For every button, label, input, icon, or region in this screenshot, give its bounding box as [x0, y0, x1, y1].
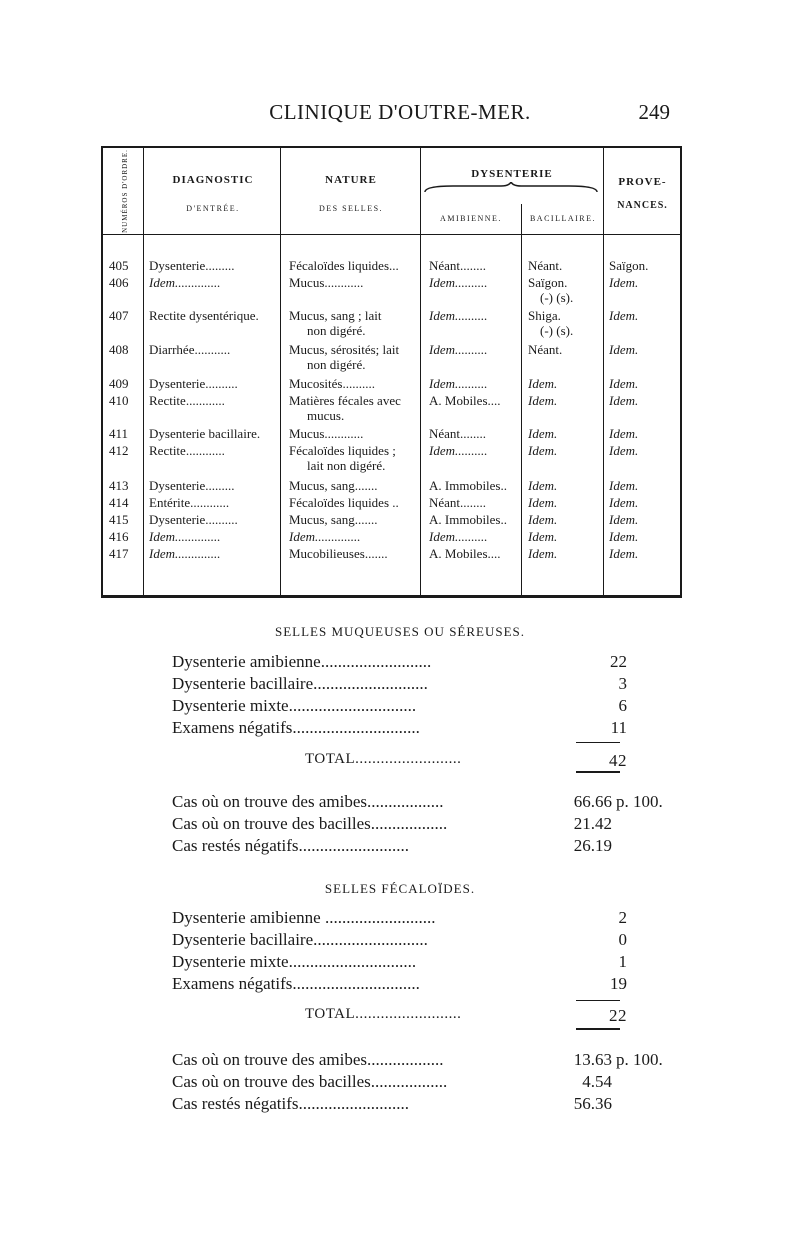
bacillaire-line: Idem. [528, 393, 558, 408]
diagnostic-cell: Idem.............. [149, 275, 221, 290]
percentage-label: Cas restés négatifs.......................... [172, 1094, 410, 1113]
percentage-line [172, 1050, 672, 1072]
bacillaire-line: (-) (s). [540, 290, 574, 305]
provenance-cell: Idem. [609, 495, 639, 510]
percentage-value: 26.19 [573, 836, 612, 855]
nature-cell [289, 495, 417, 510]
provenance-cell: Idem. [609, 426, 639, 441]
bacillaire-cell [528, 495, 604, 510]
row-number: 405 [109, 258, 129, 273]
tally-line [172, 652, 627, 674]
provenance-cell: Idem. [609, 376, 639, 391]
row-number: 415 [109, 512, 129, 527]
tally-value: 22 [610, 652, 627, 671]
amibienne-cell: Idem.......... [429, 275, 488, 290]
sum-rule [576, 742, 620, 743]
row-number: 406 [109, 275, 129, 290]
total-rule [576, 1028, 620, 1030]
tally-value: 11 [610, 718, 627, 737]
cases-table [101, 146, 682, 598]
header-nat-sub: DES SELLES. [318, 204, 384, 213]
total-label: TOTAL......................... [305, 1006, 462, 1022]
nature-line: Fécaloïdes liquides... [289, 258, 399, 273]
row-number: 409 [109, 376, 129, 391]
percentage-label: Cas restés négatifs.......................... [172, 836, 410, 855]
bacillaire-cell [528, 478, 604, 493]
diagnostic-cell: Dysenterie......... [149, 258, 235, 273]
nature-cell [289, 529, 417, 544]
nature-line: Matières fécales avec [289, 393, 401, 408]
nature-cell [289, 546, 417, 561]
tally-value: 3 [618, 674, 627, 693]
bacillaire-cell [528, 342, 604, 357]
amibienne-cell: Idem.......... [429, 308, 488, 323]
column-rule [521, 204, 522, 596]
amibienne-cell: A. Mobiles.... [429, 546, 501, 561]
header-num: NUMÉROS D'ORDRE. [121, 149, 129, 233]
column-rule [143, 148, 144, 596]
page-number: 249 [638, 100, 670, 124]
row-number: 413 [109, 478, 129, 493]
bacillaire-cell [528, 426, 604, 441]
percentage-line [172, 836, 672, 858]
nature-line: Mucobilieuses....... [289, 546, 388, 561]
tally-value: 6 [618, 696, 627, 715]
bacillaire-cell [528, 393, 604, 408]
section-title-fecaloides: SELLES FÉCALOÏDES. [324, 881, 476, 896]
amibienne-cell: Idem.......... [429, 376, 488, 391]
tally-value: 2 [618, 908, 627, 927]
header-diag-sub: D'ENTRÉE. [186, 204, 240, 213]
amibienne-cell: Néant........ [429, 495, 487, 510]
provenance-cell: Idem. [609, 308, 639, 323]
row-number: 408 [109, 342, 129, 357]
nature-line: Mucus............ [289, 275, 364, 290]
diagnostic-cell: Diarrhée........... [149, 342, 231, 357]
diagnostic-cell: Dysenterie......... [149, 478, 235, 493]
tally-label: Dysenterie mixte.............................. [172, 696, 417, 715]
nature-cell [289, 258, 417, 273]
running-title: CLINIQUE D'OUTRE-MER. [269, 100, 531, 124]
diagnostic-cell: Dysenterie bacillaire. [149, 426, 261, 441]
bacillaire-line: Saïgon. [528, 275, 568, 290]
tally-line [172, 696, 627, 718]
row-number: 417 [109, 546, 129, 561]
percentage-unit: p. 100. [616, 792, 663, 811]
percentage-label: Cas où on trouve des amibes.................. [172, 792, 444, 811]
bacillaire-line: Idem. [528, 478, 558, 493]
tally-label: Dysenterie amibienne.......................... [172, 652, 432, 671]
amibienne-cell: A. Immobiles.. [429, 478, 507, 493]
amibienne-cell: Néant........ [429, 426, 487, 441]
header-rule [103, 234, 680, 235]
nature-cell [289, 376, 417, 391]
nature-cell [289, 443, 417, 473]
nature-cell [289, 342, 417, 372]
column-rule [420, 148, 421, 596]
percentage-line [172, 814, 672, 836]
nature-line: Fécaloïdes liquides ; [289, 443, 396, 458]
percentage-label: Cas où on trouve des amibes.................. [172, 1050, 444, 1069]
diagnostic-cell: Entérite............ [149, 495, 230, 510]
provenance-cell: Idem. [609, 478, 639, 493]
tally-label: Dysenterie bacillaire........................... [172, 674, 428, 693]
nature-cell [289, 308, 417, 338]
row-number: 412 [109, 443, 129, 458]
nature-line: Idem.............. [289, 529, 361, 544]
bacillaire-line: Idem. [528, 529, 558, 544]
nature-line: Mucus, sang....... [289, 478, 378, 493]
diagnostic-cell: Dysenterie.......... [149, 376, 238, 391]
diagnostic-cell: Rectite............ [149, 393, 225, 408]
bacillaire-line: Shiga. [528, 308, 561, 323]
total-line [305, 1006, 627, 1028]
tally-label: Dysenterie bacillaire........................... [172, 930, 428, 949]
percentage-label: Cas où on trouve des bacilles.................. [172, 814, 448, 833]
amibienne-cell: Idem.......... [429, 529, 488, 544]
percentage-value: 4.54 [582, 1072, 612, 1091]
bacillaire-cell [528, 529, 604, 544]
tally-line [172, 674, 627, 696]
percentage-line [172, 1072, 672, 1094]
bacillaire-cell [528, 443, 604, 458]
tally-value: 19 [610, 974, 627, 993]
percentage-line [172, 792, 672, 814]
percentage-value: 66.66 [573, 792, 612, 811]
bacillaire-cell [528, 258, 604, 273]
nature-line: Fécaloïdes liquides .. [289, 495, 399, 510]
total-line [305, 751, 627, 773]
header-dysenterie: DYSENTERIE [471, 168, 553, 180]
amibienne-cell: Idem.......... [429, 443, 488, 458]
percentage-label: Cas où on trouve des bacilles.................. [172, 1072, 448, 1091]
brace-icon [423, 182, 599, 194]
nature-line: non digéré. [307, 323, 366, 338]
row-number: 410 [109, 393, 129, 408]
bacillaire-line: Idem. [528, 546, 558, 561]
diagnostic-cell: Rectite dysentérique. [149, 308, 259, 323]
nature-cell [289, 426, 417, 441]
nature-line: Mucus............ [289, 426, 364, 441]
diagnostic-cell: Idem.............. [149, 529, 221, 544]
tally-value: 0 [618, 930, 627, 949]
nature-line: mucus. [307, 408, 345, 423]
bacillaire-line: Idem. [528, 495, 558, 510]
tally-line [172, 718, 627, 740]
header-prov: PROVE- [618, 176, 667, 188]
percentage-value: 21.42 [573, 814, 612, 833]
tally-label: Dysenterie mixte.............................. [172, 952, 417, 971]
amibienne-cell: A. Immobiles.. [429, 512, 507, 527]
provenance-cell: Idem. [609, 443, 639, 458]
diagnostic-cell: Idem.............. [149, 546, 221, 561]
total-rule [576, 771, 620, 773]
row-number: 416 [109, 529, 129, 544]
row-number: 414 [109, 495, 129, 510]
sum-rule [576, 1000, 620, 1001]
bacillaire-cell [528, 546, 604, 561]
bacillaire-line: Néant. [528, 258, 563, 273]
bacillaire-line: Idem. [528, 376, 558, 391]
nature-line: Mucus, sang ; lait [289, 308, 382, 323]
section-title-muqueuses: SELLES MUQUEUSES OU SÉREUSES. [274, 624, 526, 639]
provenance-cell: Idem. [609, 275, 639, 290]
nature-line: Mucosités.......... [289, 376, 375, 391]
tally-value: 1 [618, 952, 627, 971]
row-number: 407 [109, 308, 129, 323]
header-diag: DIAGNOSTIC [172, 174, 254, 186]
nature-cell [289, 393, 417, 423]
tally-label: Examens négatifs.............................. [172, 718, 420, 737]
header-prov-2: NANCES. [617, 200, 668, 211]
bacillaire-line: Néant. [528, 342, 563, 357]
diagnostic-cell: Rectite............ [149, 443, 225, 458]
provenance-cell: Idem. [609, 342, 639, 357]
total-label: TOTAL......................... [305, 751, 462, 767]
amibienne-cell: Idem.......... [429, 342, 488, 357]
header-nat: NATURE [325, 174, 377, 186]
bacillaire-cell [528, 512, 604, 527]
nature-line: Mucus, sang....... [289, 512, 378, 527]
nature-line: Mucus, sérosités; lait [289, 342, 400, 357]
column-rule [280, 148, 281, 596]
provenance-cell: Idem. [609, 546, 639, 561]
provenance-cell: Saïgon. [609, 258, 649, 273]
bacillaire-line: (-) (s). [540, 323, 574, 338]
nature-cell [289, 478, 417, 493]
total-value: 22 [609, 1006, 627, 1025]
diagnostic-cell: Dysenterie.......... [149, 512, 238, 527]
bacillaire-line: Idem. [528, 426, 558, 441]
percentage-value: 13.63 [573, 1050, 612, 1069]
provenance-cell: Idem. [609, 512, 639, 527]
tally-line [172, 952, 627, 974]
bacillaire-line: Idem. [528, 512, 558, 527]
tally-line [172, 908, 627, 930]
nature-cell [289, 275, 417, 290]
percentage-unit: p. 100. [616, 1050, 663, 1069]
bacillaire-cell [528, 275, 604, 305]
total-value: 42 [609, 751, 627, 770]
nature-line: non digéré. [307, 357, 366, 372]
bacillaire-cell [528, 376, 604, 391]
nature-line: lait non digéré. [307, 458, 386, 473]
percentage-value: 56.36 [573, 1094, 612, 1113]
bacillaire-cell [528, 308, 604, 338]
provenance-cell: Idem. [609, 393, 639, 408]
tally-label: Examens négatifs.............................. [172, 974, 420, 993]
header-bac: BACILLAIRE. [529, 214, 597, 223]
bacillaire-line: Idem. [528, 443, 558, 458]
amibienne-cell: Néant........ [429, 258, 487, 273]
nature-cell [289, 512, 417, 527]
tally-line [172, 974, 627, 996]
page-header [0, 100, 800, 132]
amibienne-cell: A. Mobiles.... [429, 393, 501, 408]
percentage-line [172, 1094, 672, 1116]
tally-line [172, 930, 627, 952]
row-number: 411 [109, 426, 129, 441]
tally-label: Dysenterie amibienne .......................... [172, 908, 436, 927]
header-amib: AMIBIENNE. [440, 214, 502, 223]
provenance-cell: Idem. [609, 529, 639, 544]
